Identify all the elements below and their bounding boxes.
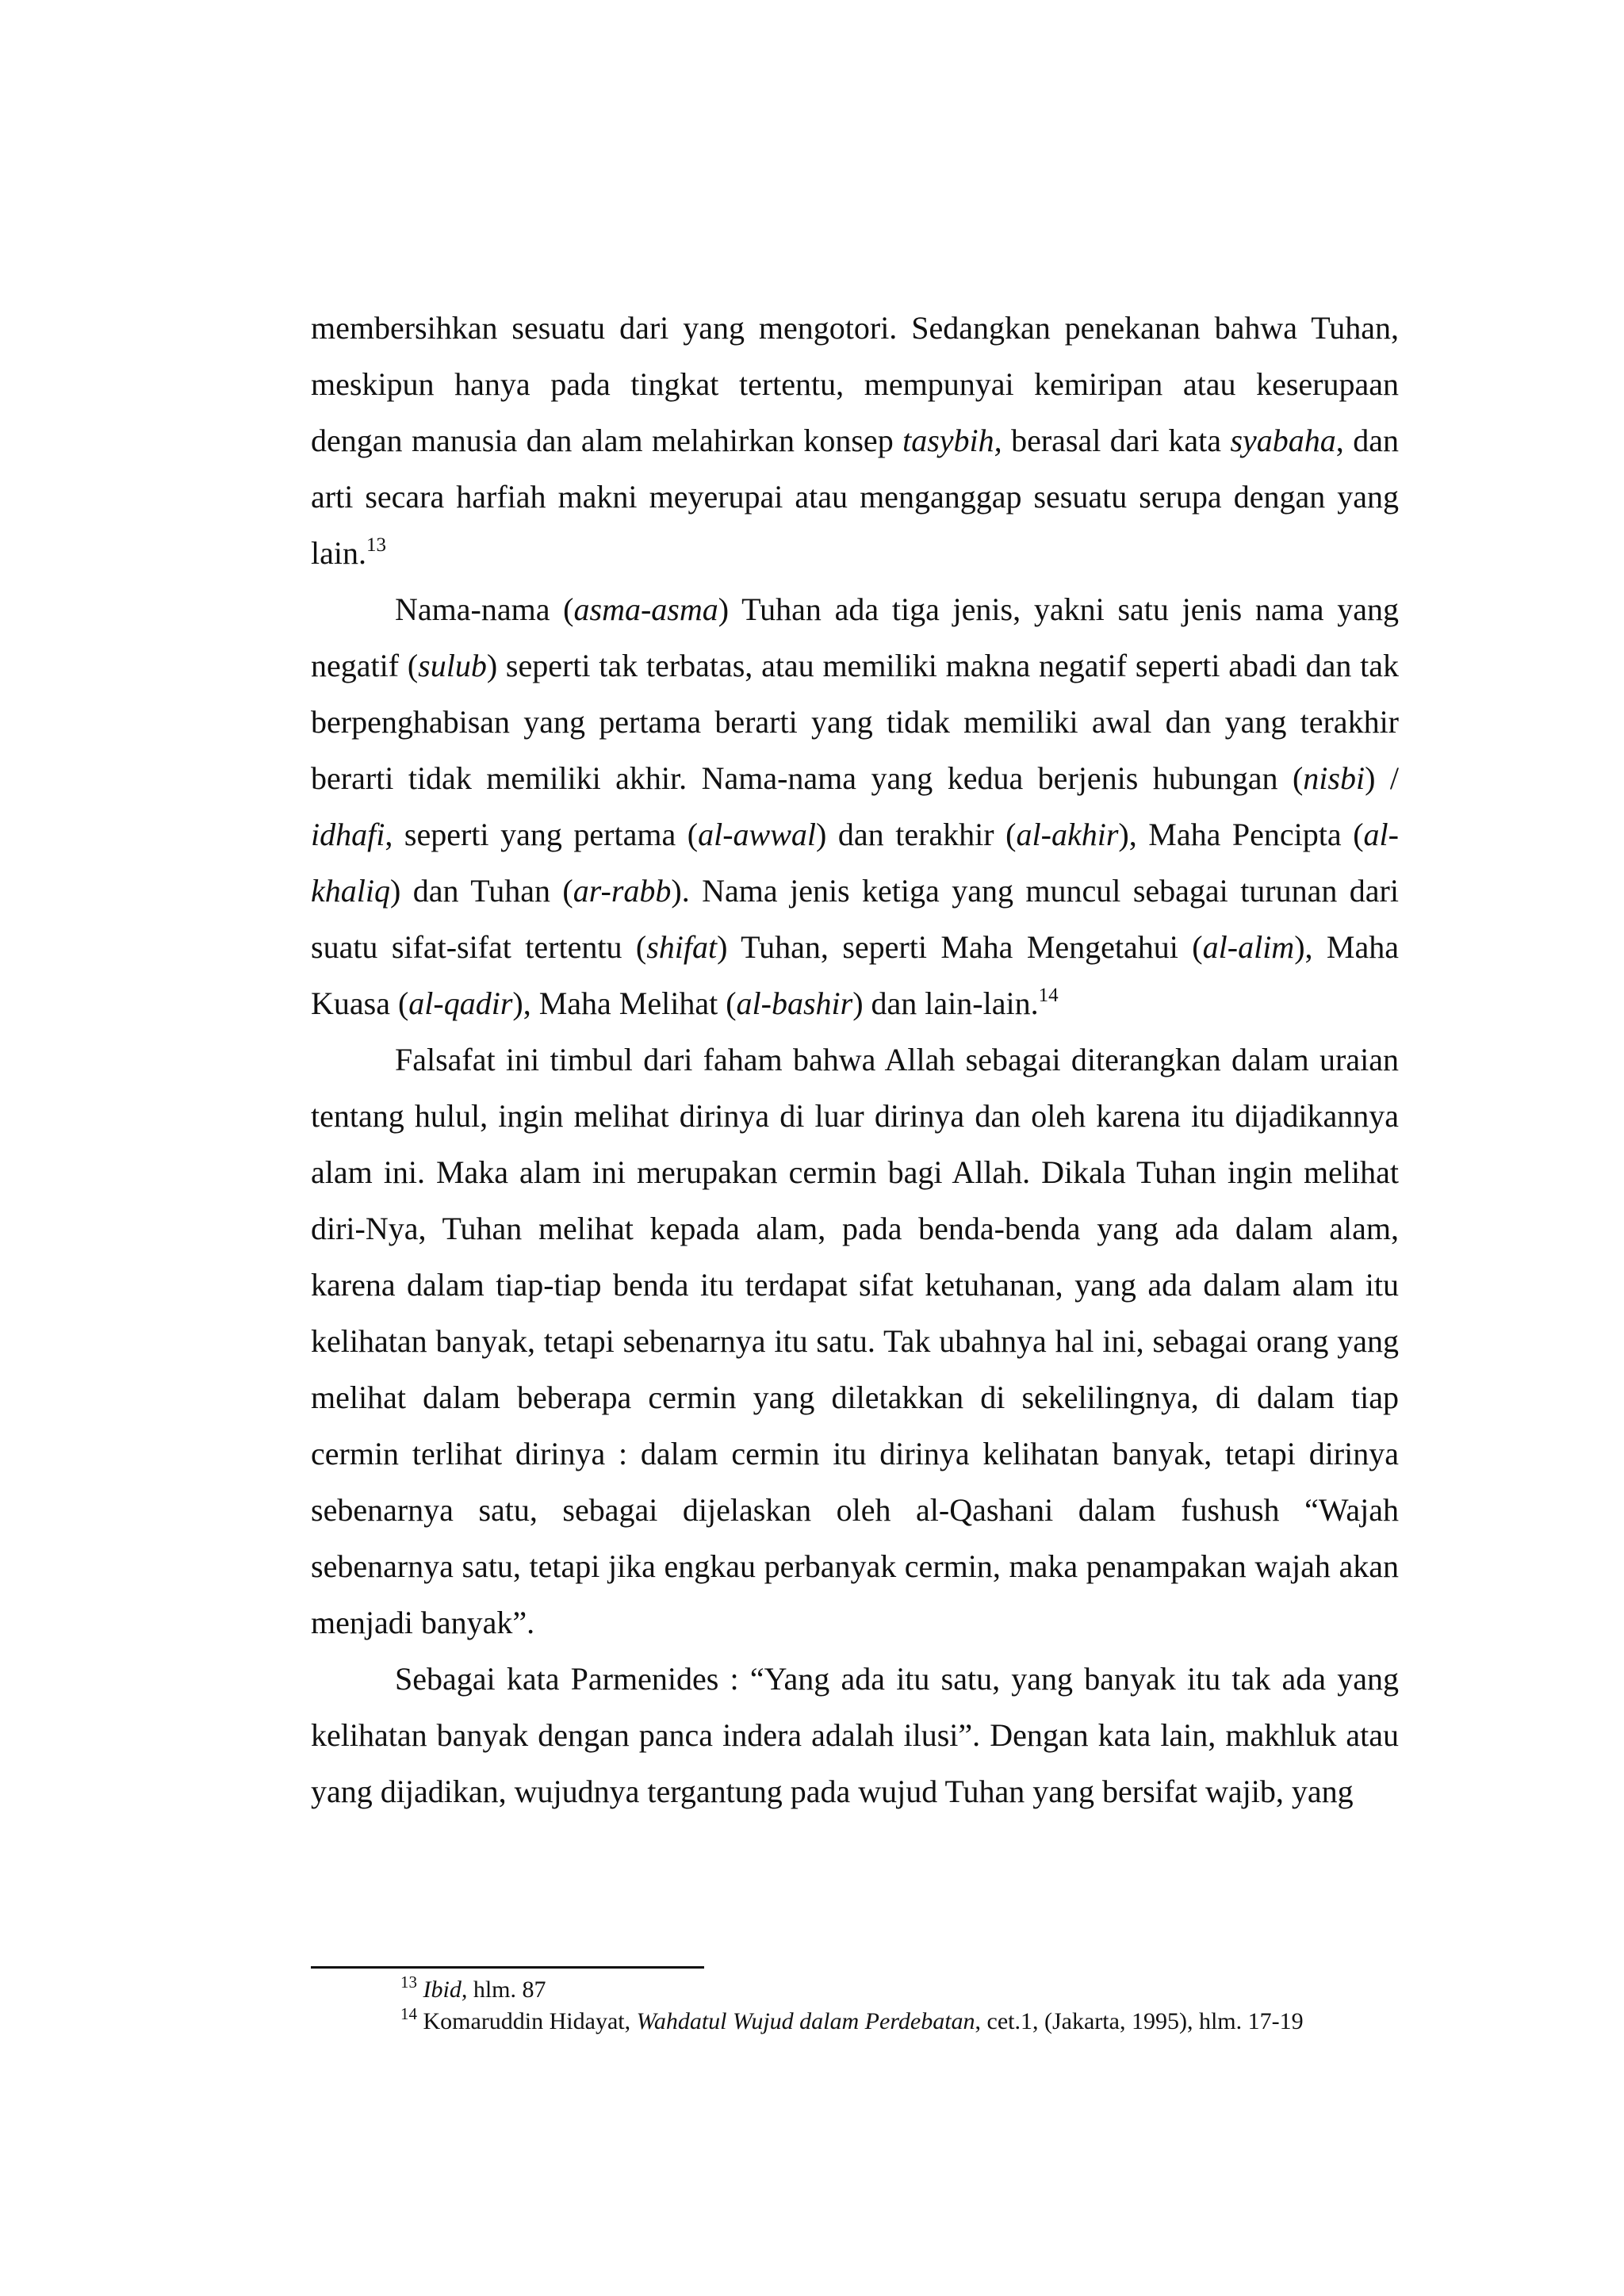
text-run: , dan arti secara harfiah makni meyerupai atau menganggap sesuatu serupa dengan yang lain. bbox=[311, 423, 1399, 571]
text-run: ) dan terakhir ( bbox=[816, 817, 1017, 852]
text-run: ), Maha Kuasa ( bbox=[311, 929, 1399, 1021]
italic-term: syabaha bbox=[1230, 423, 1336, 458]
text-run: ), Maha Pencipta ( bbox=[1118, 817, 1364, 852]
italic-term: ar-rabb bbox=[573, 873, 672, 909]
paragraph bbox=[311, 300, 1399, 581]
paragraph bbox=[311, 1651, 1399, 1820]
italic-term: al-alim bbox=[1202, 929, 1295, 965]
italic-term: sulub bbox=[418, 648, 487, 683]
text-run: berasal dari kata bbox=[1002, 423, 1231, 458]
footnote-ref: 13 bbox=[366, 534, 386, 556]
footnote-separator bbox=[311, 1966, 704, 1969]
paragraph bbox=[311, 1031, 1399, 1651]
text-run: ). Nama jenis ketiga yang muncul sebagai turunan dari suatu sifat-sifat tertentu ( bbox=[311, 873, 1399, 965]
text-run: ) seperti tak terbatas, atau memiliki makna negatif seperti abadi dan tak berpenghabisan yang pertama berarti yang tidak memiliki awal dan yang terakhir berarti tidak memiliki akhir. Nama-nama yang kedua berjenis hubungan ( bbox=[311, 648, 1399, 796]
footnote-number: 14 bbox=[400, 2004, 417, 2023]
footnote-number: 13 bbox=[400, 1973, 417, 1992]
italic-term: al-bashir bbox=[736, 985, 853, 1021]
italic-term: Wahdatul Wujud dalam Perdebatan bbox=[636, 2008, 975, 2034]
text-run: , cet.1, (Jakarta, 1995), hlm. 17-19 bbox=[975, 2008, 1304, 2034]
footnote-ref: 14 bbox=[1038, 985, 1059, 1006]
italic-term: al-akhir bbox=[1016, 817, 1119, 852]
italic-term: idhafi bbox=[311, 817, 385, 852]
text-run: , seperti yang pertama ( bbox=[385, 817, 699, 852]
footnotes bbox=[311, 1974, 1399, 2038]
footnote bbox=[311, 1974, 1399, 2006]
italic-term: Ibid, bbox=[423, 1976, 468, 2003]
italic-term: nisbi bbox=[1303, 760, 1365, 796]
paragraph bbox=[311, 581, 1399, 1031]
text-run: Nama-nama ( bbox=[395, 591, 574, 627]
text-run: Sebagai kata Parmenides : “Yang ada itu satu, yang banyak itu tak ada yang kelihatan banyak dengan panca indera adalah ilusi”. Dengan kata lain, makhluk atau yang dijadikan, wujudnya tergantung pada wujud Tuhan yang bersifat wajib, yang bbox=[311, 1661, 1399, 1809]
text-run: ) / bbox=[1365, 760, 1399, 796]
text-run: ) Tuhan, seperti Maha Mengetahui ( bbox=[717, 929, 1203, 965]
italic-term: al-khaliq bbox=[311, 817, 1399, 909]
text-run: ) dan lain-lain. bbox=[852, 985, 1039, 1021]
italic-term: asma-asma bbox=[573, 591, 718, 627]
text-run: ), Maha Melihat ( bbox=[512, 985, 737, 1021]
italic-term: al-qadir bbox=[408, 985, 513, 1021]
italic-term: tasybih, bbox=[902, 423, 1002, 458]
italic-term: shifat bbox=[646, 929, 718, 965]
text-run: Falsafat ini timbul dari faham bahwa Allah sebagai diterangkan dalam uraian tentang hulul, ingin melihat dirinya di luar dirinya dan oleh karena itu dijadikannya alam ini. Maka alam ini merupakan cermin bagi Allah. Dikala Tuhan ingin melihat diri-Nya, Tuhan melihat kepada alam, pada benda-benda yang ada dalam alam, karena dalam tiap-tiap benda itu terdapat sifat ketuhanan, yang ada dalam alam itu kelihatan banyak, tetapi sebenarnya itu satu. Tak ubahnya hal ini, sebagai orang yang melihat dalam beberapa cermin yang diletakkan di sekelilingnya, di dalam tiap cermin terlihat dirinya : dalam cermin itu dirinya kelihatan banyak, tetapi dirinya sebenarnya satu, sebagai dijelaskan oleh al-Qashani dalam fushush “Wajah sebenarnya satu, tetapi jika engkau perbanyak cermin, maka penampakan wajah akan menjadi banyak”. bbox=[311, 1042, 1399, 1640]
text-run: ) dan Tuhan ( bbox=[389, 873, 573, 909]
text-run: membersihkan sesuatu dari yang mengotori. Sedangkan penekanan bahwa Tuhan, meskipun hanya pada tingkat tertentu, mempunyai kemiripan atau keserupaan dengan manusia dan alam melahirkan konsep bbox=[311, 310, 1399, 458]
text-run: Komaruddin Hidayat, bbox=[423, 2008, 637, 2034]
text-run: hlm. 87 bbox=[467, 1976, 546, 2003]
text-run: ) Tuhan ada tiga jenis, yakni satu jenis nama yang negatif ( bbox=[311, 591, 1399, 683]
italic-term: al-awwal bbox=[698, 817, 817, 852]
footnote bbox=[311, 2006, 1399, 2038]
body-text bbox=[311, 300, 1399, 1820]
